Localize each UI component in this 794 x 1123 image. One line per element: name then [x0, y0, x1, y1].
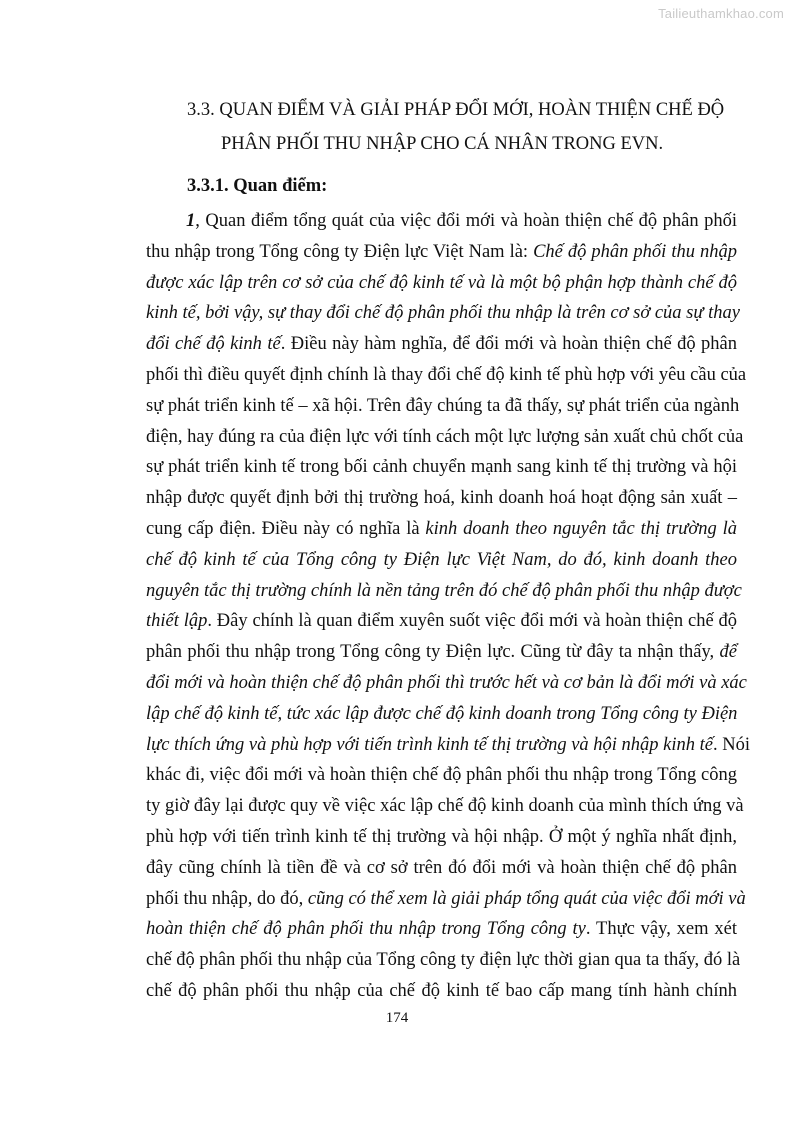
emphasis-text: để: [719, 642, 737, 663]
emphasis-text: đổi chế độ kinh tế: [146, 334, 281, 355]
body-text: . Thực vậy, xem xét: [585, 919, 737, 940]
paragraph-line: [146, 395, 740, 417]
paragraph-line: [146, 703, 737, 725]
paragraph-line: [146, 487, 737, 509]
emphasis-text: Chế độ phân phối thu nhập: [533, 241, 737, 262]
body-text: . Đây chính là quan điểm xuyên suốt việc đổi mới và hoàn thiện chế độ: [207, 611, 737, 632]
paragraph-line: [146, 272, 737, 294]
body-text: phù hợp với tiến trình kinh tế thị trường và hội nhập. Ở một ý nghĩa nhất định,: [146, 827, 737, 847]
paragraph-line: [146, 888, 746, 910]
emphasis-text: hoàn thiện chế độ phân phối thu nhập trong Tổng công ty: [146, 919, 586, 940]
body-text: phối thu nhập, do đó,: [146, 888, 308, 909]
paragraph-line: [146, 980, 737, 1002]
paragraph-number: 1: [186, 211, 196, 231]
emphasis-text: chế độ kinh tế của Tổng công ty Điện lực Việt Nam, do đó, kinh doanh theo: [146, 549, 737, 570]
body-text: phân phối thu nhập trong Tổng công ty Điện lực. Cũng từ đây ta nhận thấy,: [146, 642, 720, 663]
paragraph-line: [146, 364, 747, 386]
section-heading-line-1: 3.3. QUAN ĐIỂM VÀ GIẢI PHÁP ĐỔI MỚI, HOÀN THIỆN CHẾ ĐỘ: [187, 100, 725, 120]
paragraph-line: [146, 302, 740, 324]
paragraph-line: [146, 826, 737, 848]
paragraph-line: [146, 734, 751, 756]
watermark: Tailieuthamkhao.com: [658, 6, 784, 21]
paragraph-line: [146, 610, 737, 632]
emphasis-text: lực thích ứng và phù hợp với tiến trình kinh tế thị trường và hội nhập kinh tế: [146, 734, 714, 755]
paragraph-line: [146, 857, 737, 879]
emphasis-text: cũng có thể xem là giải pháp tổng quát của việc đổi mới và: [307, 888, 746, 909]
paragraph-line: [146, 333, 737, 355]
emphasis-text: được xác lập trên cơ sở của chế độ kinh tế và là một bộ phận hợp thành chế độ: [146, 272, 737, 293]
body-text: đây cũng chính là tiền đề và cơ sở trên đó đổi mới và hoàn thiện chế độ phân: [146, 857, 737, 878]
body-text: khác đi, việc đổi mới và hoàn thiện chế độ phân phối thu nhập trong Tổng công: [146, 765, 737, 786]
paragraph-line: [146, 549, 737, 571]
paragraph-line: [146, 949, 741, 971]
paragraph-line: [146, 672, 747, 694]
paragraph-line: [146, 210, 737, 232]
paragraph-line: [146, 241, 737, 263]
emphasis-text: thiết lập: [146, 611, 208, 632]
body-text: sự phát triển kinh tế – xã hội. Trên đây chúng ta đã thấy, sự phát triển của ngành: [146, 395, 740, 416]
body-text: nhập được quyết định bởi thị trường hoá, kinh doanh hoá hoạt động sản xuất –: [146, 488, 737, 509]
paragraph-line: [146, 426, 744, 448]
body-text: , Quan điểm tổng quát của việc đổi mới và hoàn thiện chế độ phân phối: [195, 211, 737, 231]
body-text: phối thì điều quyết định chính là thay đổi chế độ kinh tế phù hợp với yêu cầu của: [146, 365, 747, 385]
emphasis-text: đổi mới và hoàn thiện chế độ phân phối thì trước hết và cơ bản là đổi mới và xác: [146, 673, 747, 693]
paragraph-line: [146, 456, 737, 478]
body-text: . Điều này hàm nghĩa, để đổi mới và hoàn thiện chế độ phân: [280, 334, 737, 355]
body-text: sự phát triển kinh tế trong bối cảnh chuyển mạnh sang kinh tế thị trường và hội: [146, 457, 737, 478]
paragraph-line: [146, 918, 737, 940]
body-text: . Nói: [713, 734, 751, 755]
paragraph-line: [146, 641, 737, 663]
body-text: thu nhập trong Tổng công ty Điện lực Việt Nam là:: [146, 241, 534, 262]
body-text: cung cấp điện. Điều này có nghĩa là: [146, 519, 426, 539]
subsection-heading: 3.3.1. Quan điểm:: [187, 176, 328, 196]
body-text: chế độ phân phối thu nhập của chế độ kinh tế bao cấp mang tính hành chính: [146, 981, 737, 1001]
paragraph-line: [146, 518, 737, 540]
page-number: 174: [385, 1010, 409, 1026]
emphasis-text: kinh doanh theo nguyên tắc thị trường là: [425, 519, 737, 539]
emphasis-text: nguyên tắc thị trường chính là nền tảng trên đó chế độ phân phối thu nhập được: [146, 580, 742, 601]
emphasis-text: lập chế độ kinh tế, tức xác lập được chế độ kinh doanh trong Tổng công ty Điện: [146, 703, 738, 724]
body-text: điện, hay đúng ra của điện lực với tính cách một lực lượng sản xuất chủ chốt của: [146, 426, 744, 447]
section-heading-line-2: PHÂN PHỐI THU NHẬP CHO CÁ NHÂN TRONG EVN.: [221, 134, 664, 154]
emphasis-text: kinh tế, bởi vậy, sự thay đổi chế độ phân phối thu nhập là trên cơ sở của sự thay: [146, 303, 740, 324]
paragraph-line: [146, 580, 742, 602]
body-text: chế độ phân phối thu nhập của Tổng công ty điện lực thời gian qua ta thấy, đó là: [146, 950, 741, 971]
body-text: ty giờ đây lại được quy về việc xác lập chế độ kinh doanh của mình thích ứng và: [146, 796, 744, 817]
paragraph-line: [146, 764, 737, 786]
paragraph-line: [146, 795, 744, 817]
